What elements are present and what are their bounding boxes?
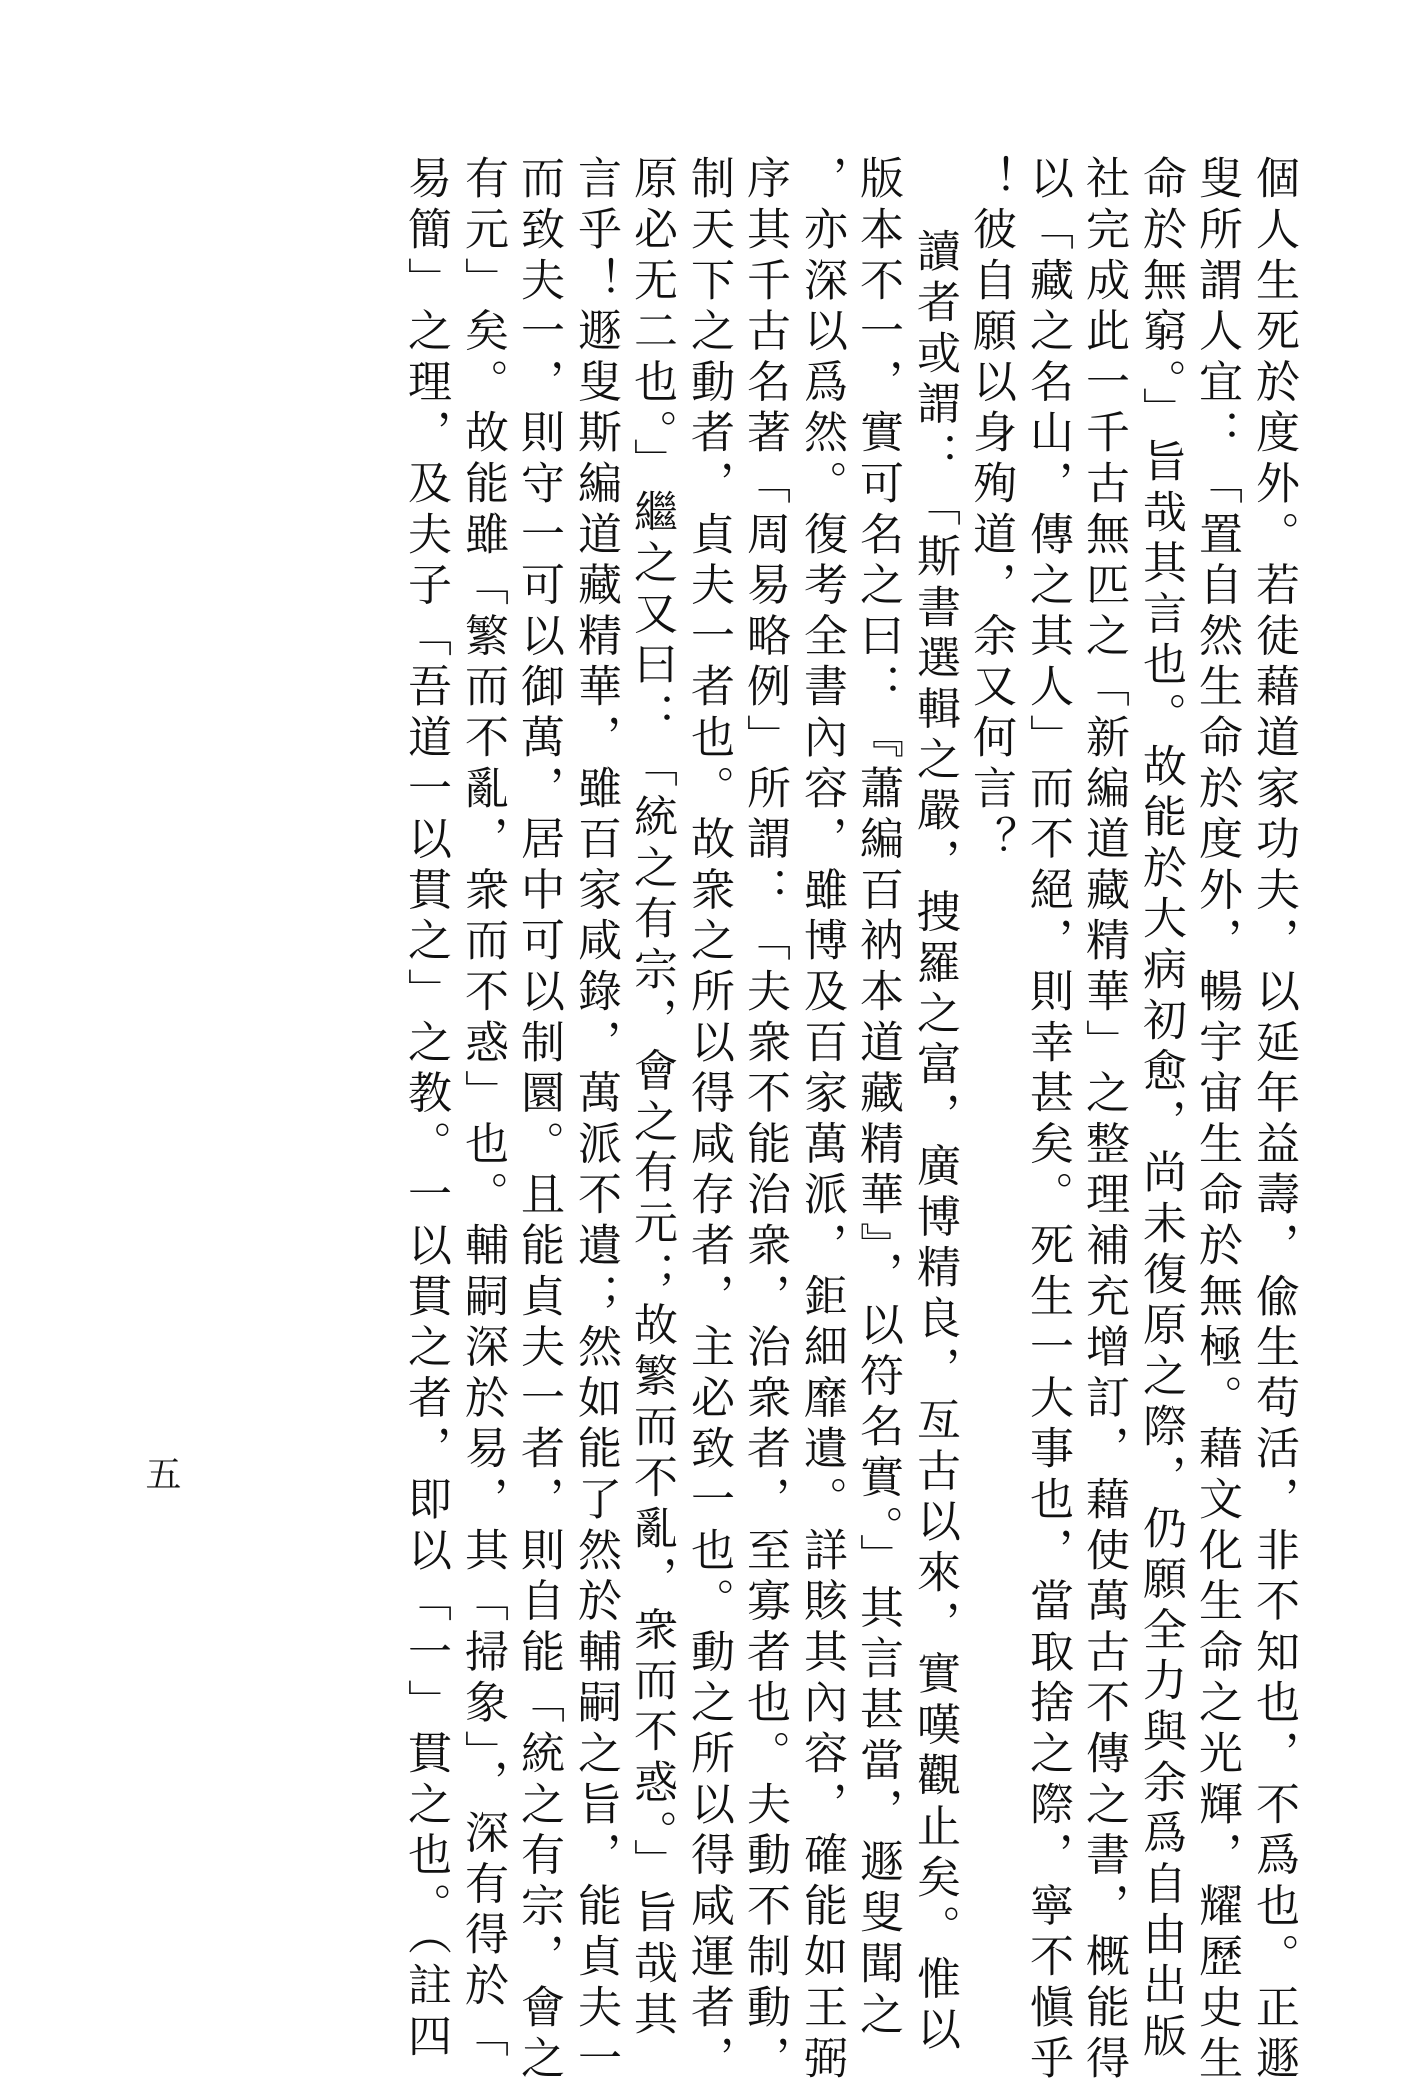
text-column-10: 序其千古名著「周易略例」所謂：「夫衆不能治衆，治衆者，至寡者也。夫動不制動， <box>739 155 790 2085</box>
text-column-12: 原必无二也。」繼之又曰：「統之有宗，會之有元；故繁而不亂，衆而不惑。」旨哉其 <box>626 155 677 2042</box>
text-column-6: ！彼自願以身殉道，余又何言？ <box>965 155 1016 867</box>
text-column-5: 以「藏之名山，傳之其人」而不絕，則幸甚矣。死生一大事也，當取捨之際，寧不愼乎 <box>1022 155 1073 2085</box>
text-column-8: 版本不一，實可名之曰：『蕭編百衲本道藏精華』，以符名實。」其言甚當，遯叟聞之 <box>852 155 903 2042</box>
text-column-1: 個人生死於度外。若徒藉道家功夫，以延年益壽，偸生苟活，非不知也，不爲也。正遯 <box>1248 155 1299 2085</box>
text-column-13: 言乎！遯叟斯編道藏精華，雖百家咸錄，萬派不遺；然如能了然於輔嗣之旨，能貞夫一 <box>570 155 621 2085</box>
text-column-15: 有元」矣。故能雖「繁而不亂，衆而不惑」也。輔嗣深於易，其「掃象」，深有得於「 <box>457 155 508 2064</box>
text-column-9: ，亦深以爲然。復考全書內容，雖博及百家萬派，鉅細靡遺。詳賅其內容，確能如王弼 <box>796 155 847 2085</box>
text-column-11: 制天下之動者，貞夫一者也。故衆之所以得咸存者，主必致一也。動之所以得咸運者， <box>683 155 734 2085</box>
text-column-16: 易簡」之理，及夫子「吾道一以貫之」之教。一以貫之者，即以「一」貫之也。（註四 <box>400 155 451 2064</box>
text-column-7: 讀者或謂：「斯書選輯之嚴，捜羅之富，廣博精良，亙古以來，實嘆觀止矣。惟以 <box>909 228 960 2057</box>
text-column-4: 社完成此一千古無匹之「新編道藏精華」之整理補充增訂，藉使萬古不傳之書，概能得 <box>1078 155 1129 2085</box>
page-number: 五 <box>140 1455 181 1491</box>
text-column-3: 命於無窮。」旨哉其言也。故能於大病初愈，尚未復原之際，仍願全力與余爲自由出版 <box>1135 155 1186 2064</box>
text-column-14: 而致夫一，則守一可以御萬，居中可以制圜。且能貞夫一者，則自能「統之有宗，會之 <box>513 155 564 2085</box>
text-column-2: 叟所謂人宜：「置自然生命於度外，暢宇宙生命於無極。藉文化生命之光輝，耀歷史生 <box>1191 155 1242 2085</box>
